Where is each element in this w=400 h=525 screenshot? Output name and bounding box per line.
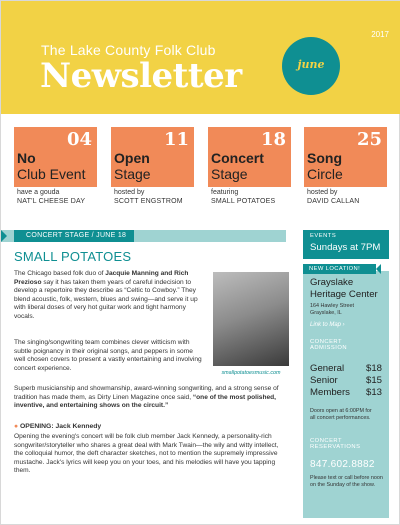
- venue-address: 164 Hawley Street Grayslake, IL: [310, 303, 355, 316]
- map-link[interactable]: Link to Map ›: [310, 322, 345, 328]
- new-location-tag: NEW LOCATION!: [303, 264, 376, 274]
- masthead-header: [1, 1, 400, 114]
- event-card-1: [14, 127, 97, 215]
- doors-open-note: Doors open at 6:00PM for all concert performances.: [310, 408, 372, 421]
- opening-act-heading: ● OPENING: Jack Kennedy: [14, 423, 102, 430]
- article-paragraph-1: The Chicago based folk duo of Jacquie Manning and Rich Prezioso say it has taken them years of careful indecision to develop a repertoire they describe as “Celtic to Cowboy.” They blend acoustic, folk, western, blues and swing—and serve it up with liberal doses of very hot guitar work and tight harmony vocals.: [14, 270, 198, 320]
- call-note: Please text or call before noon on the Sunday of the show.: [310, 475, 383, 488]
- event-title: Concert Stage: [211, 150, 264, 182]
- reservation-phone[interactable]: 847.602.8882: [310, 459, 375, 470]
- venue-name-line1: Grayslake: [310, 277, 354, 288]
- bullet-icon: ●: [14, 423, 19, 430]
- article-banner-label: CONCERT STAGE / JUNE 18: [26, 232, 127, 239]
- event-card-4: [304, 127, 387, 215]
- admission-label: CONCERT ADMISSION: [310, 339, 348, 351]
- venue-name-line2: Heritage Center: [310, 289, 378, 300]
- event-subtitle: hosted by SCOTT ENGSTROM: [114, 189, 183, 205]
- event-title: Song Circle: [307, 150, 343, 182]
- reservations-label: CONCERT RESERVATIONS: [310, 438, 361, 450]
- event-card-panel: [14, 127, 97, 187]
- article-banner-tag: [14, 230, 134, 242]
- new-location-arrow-icon: [376, 264, 381, 274]
- event-subtitle: have a gouda NAT'L CHEESE DAY: [17, 189, 86, 205]
- event-card-panel: [304, 127, 387, 187]
- event-card-panel: [111, 127, 194, 187]
- event-day: 25: [356, 129, 382, 150]
- event-card-panel: [208, 127, 291, 187]
- month-label: june: [297, 58, 325, 71]
- club-name: The Lake County Folk Club: [41, 42, 216, 58]
- month-badge: [282, 37, 340, 95]
- event-card-3: [208, 127, 291, 215]
- event-subtitle: hosted by DAVID CALLAN: [307, 189, 360, 205]
- article-paragraph-4: Opening the evening's concert will be folk club member Jack Kennedy, a personality-rich songwriter/storyteller who shares a great deal with Mark Twain—the wily and witty intellect, the colloquial humor, the deft character sketches, not to mention the supremely impressive mustache. Jack's lyrics will keep you on your toes, and his melodies will have you tapping them.: [14, 433, 279, 475]
- article-paragraph-3: Superb musicianship and showmanship, award-winning songwriting, and a strong sense of tradition has made them, as Dirty Linen Magazine once said, “one of the most polished, inventive, and entertaining shows on the circuit.”: [14, 385, 279, 410]
- band-photo: [213, 272, 289, 366]
- event-title: No Club Event: [17, 150, 86, 182]
- article-title: SMALL POTATOES: [14, 249, 132, 264]
- event-card-2: [111, 127, 194, 215]
- banner-arrow-icon: [1, 230, 7, 242]
- events-label: EVENTS: [310, 233, 337, 239]
- event-day: 04: [66, 129, 92, 150]
- event-day: 11: [163, 129, 189, 150]
- event-title: Open Stage: [114, 150, 151, 182]
- article-paragraph-2: The singing/songwriting team combines clever witticism with subtle poignancy in their original songs, and peppers in some well chosen covers to present a vastly entertaining and involving concert experience.: [14, 339, 202, 372]
- event-day: 18: [260, 129, 286, 150]
- photo-caption-link[interactable]: smallpotatoesmusic.com: [221, 370, 281, 376]
- issue-year: 2017: [371, 30, 389, 39]
- event-subtitle: featuring SMALL POTATOES: [211, 189, 276, 205]
- masthead-title: Newsletter: [40, 56, 242, 96]
- events-time: Sundays at 7PM: [310, 242, 381, 253]
- newsletter-page: 2017 The Lake County Folk Club Newsletter june 04 No Club Event have a gouda NAT'L CHEESE DAY 11 Open Stage hosted by SCOTT ENGSTROM 18 Concert Stage featuring SMALL POTATOES 25 Song Circle hosted by DAVID CALLAN CONCERT STAGE / JUNE 18 SMALL POTATOES The Chicago based folk duo of Jacquie Manning and Rich Prezioso say it has taken them years of careful indecision to develop a repertoire they describe as “Celtic to Cowboy.” They blend acoustic, folk, western, blues and swing—and serve it up with liberal doses of very hot guitar work and tight harmony vocals. smallpotatoesmusic.com The singing/songwriting team combines clever witticism with subtle poignancy in their original songs, and peppers in some well chosen covers to present a vastly entertaining and involving concert experience. Superb musicianship and showmanship, award-winning songwriting, and a strong sense of tradition has made them, as Dirty Linen Magazine once said, “one of the most polished, inventive, and entertaining shows on the circuit.” ● OPENING: Jack Kennedy Opening the evening's concert will be folk club member Jack Kennedy, a personality-rich songwriter/storyteller who shares a great deal with Mark Twain—the wily and witty intellect, the colloquial humor, the deft character sketches, not to mention the supremely impressive mustache. Jack's lyrics will keep you on your toes, and his melodies will have you tapping them. EVENTS Sundays at 7PM NEW LOCATION! Grayslake Heritage Center 164 Hawley Street Grayslake, IL Link to Map › CONCERT ADMISSION General $18 Senior $15 Members $13 Doors open at 6:00PM for all concert performances. CONCERT RESERVATIONS 847.602.8882 Please text or call before noon on the Sunday of the show.: [0, 0, 400, 525]
